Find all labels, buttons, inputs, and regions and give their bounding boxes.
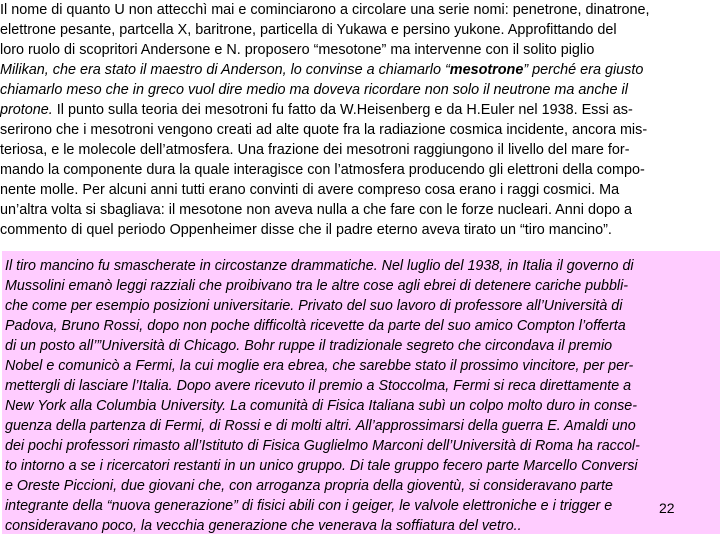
text-line: teriosa, e le molecole dell’atmosfera. Una frazione dei mesotroni raggiungono il livello del mare for- [0, 142, 630, 158]
page-number: 22 [659, 500, 675, 516]
text-line: commento di quel periodo Oppenheimer disse che il padre eterno aveva tirato un “tiro mancino”. [0, 222, 612, 238]
quote-line: mettergli di lasciare l’Italia. Dopo avere ricevuto il premio a Stoccolma, Fermi si reca direttamente a [5, 378, 632, 394]
text-line: un’altra volta si sbagliava: il mesotone non aveva nulla a che fare con le forze nucleari. Anni dopo a [0, 202, 632, 218]
mesotrone-term: mesotrone [449, 62, 524, 78]
text-line: loro ruolo di scopritori Andersone e N. proposero “mesotone” ma intervenne con il solito piglio [0, 42, 595, 58]
text-line: elettrone pesante, partcella X, baritrone, particella di Yukawa e persino yukone. Approfittando del [0, 22, 617, 38]
text-line [0, 60, 643, 80]
quote-line: e Oreste Piccioni, due giovani che, con arroganza propria della gioventù, si consideravano parte [5, 478, 613, 494]
text-span: protone. [0, 102, 53, 118]
text-line: Il nome di quanto U non attecchì mai e cominciarono a circolare una serie nomi: penetrone, dinatrone, [0, 2, 650, 18]
text-line: mando la componente dura la quale interagisce con l’atmosfera producendo gli elettroni della compo- [0, 162, 645, 178]
text-span: Milikan, che era stato il maestro di Anderson, lo convinse a chiamarlo “ [0, 62, 450, 78]
quote-line: dei pochi professori rimasto all’Istituto di Fisica Guglielmo Marconi dell’Università di Roma ha raccol- [5, 438, 640, 454]
quote-line: integrante della “nuova generazione” di fisici abili con i geiger, le valvole elettroniche e i trigger e [5, 498, 613, 514]
quote-line: Mussolini emanò leggi razziali che proibivano tra le altre cose agli ebrei di detenere cariche pubbli- [5, 278, 629, 294]
quote-line: to intorno a se i ricercatori restanti in un unico gruppo. Di tale gruppo fecero parte Marcello Conversi [5, 458, 638, 474]
quote-line: di un posto all’”Università di Chicago. Bohr ruppe il tradizionale segreto che circondava il premio [5, 338, 613, 354]
quote-line: consideravano poco, la vecchia generazione che venerava la soffiatura del vetro.. [5, 518, 522, 534]
quote-line: Nobel e comunicò a Fermi, la cui moglie era ebrea, che sarebbe stato il prossimo vincitore, per per- [5, 358, 634, 374]
text-span: ” perché era giusto [523, 62, 644, 78]
text-span: Il punto sulla teoria dei mesotroni fu fatto da W.Heisenberg e da H.Euler nel 1938. Essi as- [52, 102, 633, 118]
quote-line: Padova, Bruno Rossi, dopo non poche difficoltà ricevette da parte del suo amico Compton l’offerta [5, 318, 626, 334]
quote-line: Il tiro mancino fu smascherate in circostanze drammatiche. Nel luglio del 1938, in Italia il governo di [5, 258, 634, 274]
highlighted-quote-box [2, 251, 720, 534]
text-line: chiamarlo meso che in greco vuol dire medio ma doveva ricordare non solo il neutrone ma anche il [0, 82, 628, 98]
quote-line: guenza della partenza di Fermi, di Rossi e di molti altri. All’approssimarsi della guerra E. Amaldi uno [5, 418, 636, 434]
text-line [0, 100, 633, 120]
quote-line: che come per esempio posizioni universitarie. Privato del suo lavoro di professore all’Università di [5, 298, 623, 314]
text-line: nente molle. Per alcuni anni tutti erano convinti di avere compreso cosa erano i raggi cosmici. Ma [0, 182, 620, 198]
quote-line: New York alla Columbia University. La comunità di Fisica Italiana subì un colpo molto duro in conse- [5, 398, 638, 414]
text-line: serirono che i mesotroni vengono creati ad alte quote fra la radiazione cosmica incidente, ancora mis- [0, 122, 648, 138]
